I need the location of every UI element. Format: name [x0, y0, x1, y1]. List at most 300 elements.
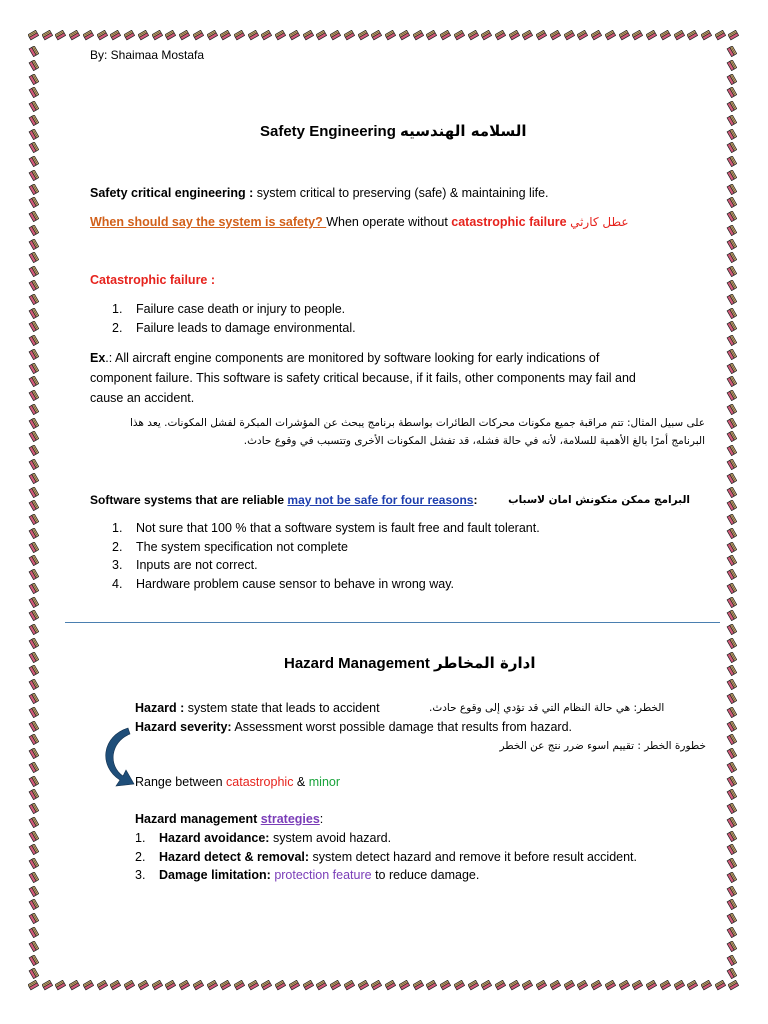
book-border-icon: [726, 817, 737, 828]
book-border-icon: [726, 294, 737, 305]
page-border-bottom: [28, 980, 740, 996]
example-ar-line-2: البرنامج أمرًا بالغ الأهمية للسلامة، لأنه في حالة فشله، قد تفشل المكونات الأخرى وتتسبب في وقوع حادث.: [243, 435, 705, 447]
strategies-label: Hazard management: [135, 812, 261, 826]
book-border-icon: [28, 583, 39, 594]
strategy-list-item: [135, 848, 637, 867]
book-border-icon: [726, 927, 737, 938]
book-border-icon: [234, 30, 245, 41]
hazard-def-ar: الخطر: هي حالة النظام التي قد تؤدي إلى وقوع حادث.: [429, 702, 665, 714]
book-border-icon: [97, 30, 108, 41]
book-border-icon: [220, 980, 231, 991]
book-border-icon: [726, 170, 737, 181]
hazard-sev-text: Assessment worst possible damage that results from hazard.: [231, 720, 573, 734]
page-title-en: Safety Engineering: [260, 123, 396, 140]
list-number: 3.: [135, 868, 146, 882]
book-border-icon: [28, 129, 39, 140]
book-border-icon: [28, 968, 39, 979]
book-border-icon: [687, 30, 698, 41]
book-border-icon: [28, 652, 39, 663]
hazard-sev-label: Hazard severity:: [135, 720, 232, 734]
book-border-icon: [28, 211, 39, 222]
book-border-icon: [220, 30, 231, 41]
book-border-icon: [495, 980, 506, 991]
book-border-icon: [591, 30, 602, 41]
example-label: Ex: [90, 351, 106, 365]
book-border-icon: [193, 980, 204, 991]
book-border-icon: [69, 30, 80, 41]
strategy-text: system avoid hazard.: [269, 831, 392, 845]
when-safety-line: [90, 213, 629, 231]
book-border-icon: [28, 542, 39, 553]
book-border-icon: [481, 30, 492, 41]
sce-definition: [90, 184, 549, 202]
reliable-line: [90, 491, 690, 509]
book-border-icon: [726, 487, 737, 498]
book-border-icon: [726, 239, 737, 250]
book-border-icon: [138, 980, 149, 991]
book-border-icon: [440, 980, 451, 991]
book-border-icon: [726, 514, 737, 525]
book-border-icon: [632, 30, 643, 41]
book-border-icon: [179, 30, 190, 41]
range-line: [135, 773, 340, 791]
hazard-severity: [135, 718, 572, 736]
hazard-def-label: Hazard :: [135, 701, 185, 715]
book-border-icon: [316, 980, 327, 991]
author-line: By: Shaimaa Mostafa: [90, 48, 205, 62]
book-border-icon: [726, 899, 737, 910]
book-border-icon: [207, 980, 218, 991]
book-border-icon: [660, 980, 671, 991]
strategy-list-item: [135, 866, 637, 885]
book-border-icon: [303, 30, 314, 41]
book-border-icon: [371, 30, 382, 41]
book-border-icon: [726, 555, 737, 566]
book-border-icon: [632, 980, 643, 991]
range-amp: &: [293, 775, 309, 789]
book-border-icon: [28, 308, 39, 319]
book-border-icon: [728, 980, 739, 991]
book-border-icon: [28, 170, 39, 181]
strategy-text: system detect hazard and remove it before result accident.: [309, 849, 638, 864]
book-border-icon: [28, 762, 39, 773]
book-border-icon: [234, 980, 245, 991]
book-border-icon: [426, 30, 437, 41]
book-border-icon: [726, 858, 737, 869]
reliable-label: Software systems that are reliable: [90, 493, 288, 507]
book-border-icon: [726, 349, 737, 360]
book-border-icon: [536, 980, 547, 991]
book-border-icon: [83, 30, 94, 41]
book-border-icon: [726, 652, 737, 663]
page-title: [260, 122, 527, 141]
book-border-icon: [726, 597, 737, 608]
strategy-highlight: protection feature: [274, 868, 372, 882]
book-border-icon: [261, 980, 272, 991]
book-border-icon: [69, 980, 80, 991]
book-border-icon: [28, 473, 39, 484]
book-border-icon: [726, 831, 737, 842]
catastrophic-list-item: [112, 319, 356, 338]
book-border-icon: [42, 980, 53, 991]
book-border-icon: [619, 30, 630, 41]
book-border-icon: [726, 610, 737, 621]
book-border-icon: [179, 980, 190, 991]
book-border-icon: [660, 30, 671, 41]
book-border-icon: [726, 734, 737, 745]
book-border-icon: [28, 321, 39, 332]
book-border-icon: [28, 528, 39, 539]
list-text: Inputs are not correct.: [136, 558, 258, 572]
book-border-icon: [726, 624, 737, 635]
book-border-icon: [330, 980, 341, 991]
book-border-icon: [726, 225, 737, 236]
book-border-icon: [715, 30, 726, 41]
strategies-heading: [135, 810, 323, 828]
book-border-icon: [726, 913, 737, 924]
book-border-icon: [726, 679, 737, 690]
book-border-icon: [193, 30, 204, 41]
book-border-icon: [509, 30, 520, 41]
book-border-icon: [344, 30, 355, 41]
book-border-icon: [687, 980, 698, 991]
book-border-icon: [646, 30, 657, 41]
book-border-icon: [726, 473, 737, 484]
book-border-icon: [726, 844, 737, 855]
book-border-icon: [28, 858, 39, 869]
book-border-icon: [28, 913, 39, 924]
book-border-icon: [28, 514, 39, 525]
hazard-title-ar: ادارة المخاطر: [434, 654, 536, 672]
catastrophic-list: [112, 300, 356, 337]
book-border-icon: [28, 980, 39, 991]
list-number: 2.: [112, 320, 123, 335]
strategies-link[interactable]: strategies: [260, 812, 320, 826]
book-border-icon: [454, 30, 465, 41]
book-border-icon: [413, 30, 424, 41]
book-border-icon: [28, 748, 39, 759]
book-border-icon: [399, 30, 410, 41]
when-ar: عطل كارثي: [570, 215, 629, 229]
book-border-icon: [728, 30, 739, 41]
book-border-icon: [726, 376, 737, 387]
book-border-icon: [42, 30, 53, 41]
book-border-icon: [440, 30, 451, 41]
book-border-icon: [344, 980, 355, 991]
book-border-icon: [28, 886, 39, 897]
book-border-icon: [726, 156, 737, 167]
book-border-icon: [165, 30, 176, 41]
book-border-icon: [726, 776, 737, 787]
strategies-colon: :: [319, 812, 324, 826]
book-border-icon: [726, 335, 737, 346]
catastrophic-list-item: [112, 300, 356, 319]
book-border-icon: [275, 30, 286, 41]
hazard-definition: [135, 699, 707, 717]
range-minor: minor: [308, 775, 341, 789]
book-border-icon: [28, 197, 39, 208]
book-border-icon: [726, 569, 737, 580]
book-border-icon: [28, 184, 39, 195]
book-border-icon: [28, 335, 39, 346]
book-border-icon: [248, 30, 259, 41]
book-border-icon: [726, 197, 737, 208]
when-term: catastrophic failure: [451, 215, 567, 229]
book-border-icon: [28, 624, 39, 635]
book-border-icon: [83, 980, 94, 991]
sce-label: Safety critical engineering :: [90, 186, 254, 200]
book-border-icon: [646, 980, 657, 991]
book-border-icon: [550, 30, 561, 41]
book-border-icon: [97, 980, 108, 991]
book-border-icon: [715, 980, 726, 991]
book-border-icon: [413, 980, 424, 991]
book-border-icon: [207, 30, 218, 41]
strategies-list: [135, 829, 637, 885]
book-border-icon: [28, 46, 39, 57]
book-border-icon: [726, 363, 737, 374]
strategy-label: Hazard detect & removal:: [159, 849, 310, 864]
sce-text: system critical to preserving (safe) & maintaining life.: [253, 186, 549, 200]
book-border-icon: [726, 665, 737, 676]
strategy-label: Hazard avoidance:: [159, 831, 270, 845]
strategy-label: Damage limitation:: [159, 868, 271, 882]
book-border-icon: [726, 266, 737, 277]
list-text: Failure case death or injury to people.: [136, 302, 346, 316]
book-border-icon: [28, 445, 39, 456]
book-border-icon: [726, 60, 737, 71]
book-border-icon: [726, 721, 737, 732]
list-text: Hardware problem cause sensor to behave in wrong way.: [136, 576, 454, 591]
list-text: Not sure that 100 % that a software system is fault free and fault tolerant.: [136, 521, 540, 535]
book-border-icon: [726, 748, 737, 759]
book-border-icon: [726, 803, 737, 814]
book-border-icon: [605, 30, 616, 41]
book-border-icon: [522, 980, 533, 991]
reason-list-item: [112, 556, 540, 575]
reason-list-item: [112, 538, 540, 557]
book-border-icon: [55, 980, 66, 991]
book-border-icon: [152, 30, 163, 41]
list-text: The system specification not complete: [136, 539, 348, 554]
book-border-icon: [726, 211, 737, 222]
book-border-icon: [28, 555, 39, 566]
book-border-icon: [28, 569, 39, 580]
book-border-icon: [468, 30, 479, 41]
book-border-icon: [110, 30, 121, 41]
book-border-icon: [28, 376, 39, 387]
reliable-colon: :: [473, 493, 478, 507]
book-border-icon: [28, 30, 39, 41]
book-border-icon: [28, 610, 39, 621]
book-border-icon: [28, 349, 39, 360]
book-border-icon: [726, 638, 737, 649]
book-border-icon: [564, 980, 575, 991]
book-border-icon: [619, 980, 630, 991]
book-border-icon: [536, 30, 547, 41]
book-border-icon: [674, 30, 685, 41]
book-border-icon: [248, 980, 259, 991]
book-border-icon: [28, 101, 39, 112]
book-border-icon: [726, 445, 737, 456]
book-border-icon: [726, 955, 737, 966]
book-border-icon: [399, 980, 410, 991]
book-border-icon: [726, 115, 737, 126]
hazard-title-en: Hazard Management: [284, 655, 430, 672]
book-border-icon: [28, 266, 39, 277]
book-border-icon: [138, 30, 149, 41]
book-border-icon: [28, 294, 39, 305]
book-border-icon: [28, 899, 39, 910]
book-border-icon: [726, 46, 737, 57]
book-border-icon: [28, 87, 39, 98]
book-border-icon: [28, 280, 39, 291]
book-border-icon: [481, 980, 492, 991]
hazard-severity-ar: خطورة الخطر : تقييم اسوء ضرر نتج عن الخطر: [499, 740, 706, 752]
book-border-icon: [303, 980, 314, 991]
page-border-right: [726, 46, 740, 980]
book-border-icon: [509, 980, 520, 991]
book-border-icon: [28, 459, 39, 470]
book-border-icon: [28, 252, 39, 263]
example-arabic: [90, 414, 705, 450]
book-border-icon: [289, 980, 300, 991]
book-border-icon: [385, 980, 396, 991]
book-border-icon: [28, 487, 39, 498]
book-border-icon: [28, 597, 39, 608]
book-border-icon: [726, 252, 737, 263]
section-divider: [65, 622, 720, 623]
book-border-icon: [28, 431, 39, 442]
page-title-ar: السلامه الهندسيه: [400, 122, 527, 140]
book-border-icon: [726, 707, 737, 718]
book-border-icon: [28, 142, 39, 153]
range-text: Range between: [135, 775, 227, 789]
book-border-icon: [316, 30, 327, 41]
book-border-icon: [726, 129, 737, 140]
book-border-icon: [28, 789, 39, 800]
book-border-icon: [726, 390, 737, 401]
book-border-icon: [28, 844, 39, 855]
book-border-icon: [726, 789, 737, 800]
book-border-icon: [28, 955, 39, 966]
book-border-icon: [726, 500, 737, 511]
book-border-icon: [289, 30, 300, 41]
book-border-icon: [28, 418, 39, 429]
range-catastrophic: catastrophic: [226, 775, 294, 789]
book-border-icon: [454, 980, 465, 991]
book-border-icon: [495, 30, 506, 41]
example-line-1: .: All aircraft engine components are monitored by software looking for early indications of: [105, 351, 600, 365]
book-border-icon: [577, 980, 588, 991]
book-border-icon: [726, 528, 737, 539]
page-border-top: [28, 30, 740, 46]
book-border-icon: [28, 225, 39, 236]
hazard-title: [284, 654, 535, 673]
book-border-icon: [28, 239, 39, 250]
reliable-ar: البرامج ممكن متكونش امان لاسباب: [508, 494, 690, 506]
book-border-icon: [726, 542, 737, 553]
page-border-left: [28, 46, 42, 980]
book-border-icon: [124, 30, 135, 41]
book-border-icon: [726, 87, 737, 98]
book-border-icon: [701, 30, 712, 41]
hazard-def-text: system state that leads to accident: [184, 701, 380, 715]
book-border-icon: [124, 980, 135, 991]
book-border-icon: [726, 872, 737, 883]
book-border-icon: [468, 980, 479, 991]
book-border-icon: [726, 762, 737, 773]
example-line-2: component failure. This software is safety critical because, if it fails, other components may fail and: [90, 371, 636, 385]
book-border-icon: [726, 280, 737, 291]
book-border-icon: [28, 817, 39, 828]
book-border-icon: [726, 404, 737, 415]
book-border-icon: [726, 418, 737, 429]
book-border-icon: [726, 74, 737, 85]
example-ar-line-1: على سبيل المثال: تتم مراقبة جميع مكونات محركات الطائرات بواسطة برنامج يبحث عن المؤشرات المبكرة لفشل المكونات. يعد هذا: [130, 417, 705, 429]
list-number: 1.: [135, 831, 146, 845]
book-border-icon: [371, 980, 382, 991]
book-border-icon: [726, 184, 737, 195]
curved-arrow-icon: [98, 726, 138, 792]
book-border-icon: [28, 831, 39, 842]
book-border-icon: [726, 459, 737, 470]
book-border-icon: [605, 980, 616, 991]
book-border-icon: [110, 980, 121, 991]
book-border-icon: [726, 583, 737, 594]
book-border-icon: [28, 390, 39, 401]
book-border-icon: [701, 980, 712, 991]
book-border-icon: [726, 431, 737, 442]
when-text: When operate without: [326, 215, 452, 229]
book-border-icon: [28, 734, 39, 745]
book-border-icon: [726, 142, 737, 153]
example-line-3: cause an accident.: [90, 391, 195, 405]
book-border-icon: [28, 776, 39, 787]
catastrophic-heading: Catastrophic failure :: [90, 273, 216, 287]
reasons-list: [112, 519, 540, 593]
book-border-icon: [726, 321, 737, 332]
book-border-icon: [28, 941, 39, 952]
book-border-icon: [385, 30, 396, 41]
book-border-icon: [28, 74, 39, 85]
book-border-icon: [261, 30, 272, 41]
book-border-icon: [55, 30, 66, 41]
book-border-icon: [426, 980, 437, 991]
book-border-icon: [28, 803, 39, 814]
reliable-link[interactable]: may not be safe for four reasons: [287, 493, 474, 507]
book-border-icon: [591, 980, 602, 991]
list-number: 4.: [112, 576, 123, 591]
book-border-icon: [152, 980, 163, 991]
book-border-icon: [28, 872, 39, 883]
list-number: 1.: [112, 302, 123, 316]
book-border-icon: [358, 30, 369, 41]
book-border-icon: [358, 980, 369, 991]
book-border-icon: [550, 980, 561, 991]
book-border-icon: [28, 679, 39, 690]
book-border-icon: [564, 30, 575, 41]
book-border-icon: [726, 968, 737, 979]
book-border-icon: [28, 707, 39, 718]
book-border-icon: [28, 693, 39, 704]
example-paragraph: [90, 348, 690, 408]
book-border-icon: [28, 638, 39, 649]
list-number: 3.: [112, 558, 123, 572]
book-border-icon: [726, 101, 737, 112]
book-border-icon: [28, 665, 39, 676]
book-border-icon: [674, 980, 685, 991]
